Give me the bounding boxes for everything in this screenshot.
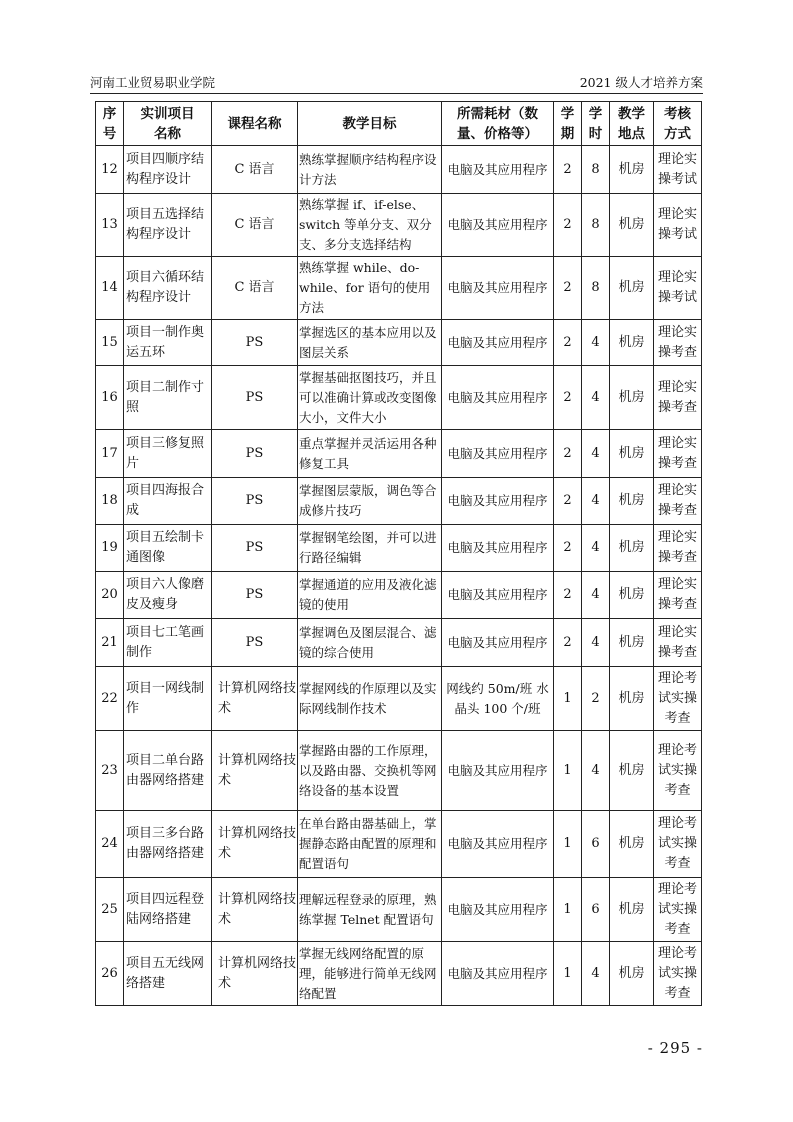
cell-hours: 4 <box>582 572 610 619</box>
cell-place: 机房 <box>610 942 654 1006</box>
cell-project: 项目六人像磨皮及瘦身 <box>124 572 212 619</box>
cell-exam: 理论考试实操考查 <box>654 731 702 811</box>
cell-project: 项目七工笔画制作 <box>124 619 212 667</box>
cell-exam: 理论考试实操考查 <box>654 942 702 1006</box>
col-header-exam: 考核方式 <box>654 102 702 146</box>
cell-course: C 语言 <box>212 146 298 194</box>
cell-materials: 电脑及其应用程序 <box>442 525 554 572</box>
page-header <box>90 73 703 93</box>
cell-no: 13 <box>96 194 124 257</box>
cell-project: 项目三修复照片 <box>124 430 212 478</box>
cell-term: 2 <box>554 525 582 572</box>
cell-no: 25 <box>96 878 124 942</box>
cell-materials: 电脑及其应用程序 <box>442 478 554 525</box>
cell-hours: 4 <box>582 366 610 430</box>
cell-hours: 8 <box>582 257 610 320</box>
cell-no: 12 <box>96 146 124 194</box>
col-header-term: 学期 <box>554 102 582 146</box>
cell-term: 1 <box>554 667 582 731</box>
cell-place: 机房 <box>610 430 654 478</box>
cell-hours: 4 <box>582 619 610 667</box>
cell-goal: 掌握选区的基本应用以及图层关系 <box>298 320 442 366</box>
cell-no: 23 <box>96 731 124 811</box>
cell-place: 机房 <box>610 320 654 366</box>
cell-materials: 电脑及其应用程序 <box>442 811 554 878</box>
cell-term: 1 <box>554 731 582 811</box>
cell-no: 14 <box>96 257 124 320</box>
cell-goal: 在单台路由器基础上，掌握静态路由配置的原理和配置语句 <box>298 811 442 878</box>
table-row <box>96 525 702 572</box>
col-header-project: 实训项目名称 <box>124 102 212 146</box>
cell-term: 2 <box>554 257 582 320</box>
cell-hours: 4 <box>582 430 610 478</box>
cell-course: C 语言 <box>212 257 298 320</box>
cell-materials: 电脑及其应用程序 <box>442 194 554 257</box>
cell-term: 2 <box>554 430 582 478</box>
table-row <box>96 194 702 257</box>
cell-goal: 熟练掌握顺序结构程序设计方法 <box>298 146 442 194</box>
table-row <box>96 366 702 430</box>
col-header-goal: 教学目标 <box>298 102 442 146</box>
cell-no: 16 <box>96 366 124 430</box>
table-row <box>96 572 702 619</box>
table-header-row <box>96 102 702 146</box>
cell-exam: 理论实操考查 <box>654 525 702 572</box>
cell-exam: 理论实操考试 <box>654 146 702 194</box>
cell-term: 2 <box>554 572 582 619</box>
cell-term: 2 <box>554 320 582 366</box>
cell-goal: 熟练掌握 while、do-while、for 语句的使用方法 <box>298 257 442 320</box>
cell-goal: 掌握钢笔绘图，并可以进行路径编辑 <box>298 525 442 572</box>
cell-term: 1 <box>554 811 582 878</box>
table-row <box>96 811 702 878</box>
cell-hours: 4 <box>582 942 610 1006</box>
cell-course: PS <box>212 619 298 667</box>
cell-course: C 语言 <box>212 194 298 257</box>
cell-no: 26 <box>96 942 124 1006</box>
cell-exam: 理论考试实操考查 <box>654 878 702 942</box>
table-row <box>96 942 702 1006</box>
cell-course: PS <box>212 478 298 525</box>
cell-no: 18 <box>96 478 124 525</box>
cell-hours: 6 <box>582 811 610 878</box>
cell-materials: 电脑及其应用程序 <box>442 257 554 320</box>
cell-project: 项目二制作寸照 <box>124 366 212 430</box>
cell-place: 机房 <box>610 194 654 257</box>
cell-materials: 电脑及其应用程序 <box>442 320 554 366</box>
table-row <box>96 478 702 525</box>
cell-course: 计算机网络技术 <box>212 667 298 731</box>
cell-hours: 4 <box>582 731 610 811</box>
cell-exam: 理论实操考查 <box>654 320 702 366</box>
cell-goal: 掌握路由器的工作原理，以及路由器、交换机等网络设备的基本设置 <box>298 731 442 811</box>
cell-project: 项目四顺序结构程序设计 <box>124 146 212 194</box>
cell-course: 计算机网络技术 <box>212 878 298 942</box>
col-header-place: 教学地点 <box>610 102 654 146</box>
cell-place: 机房 <box>610 572 654 619</box>
cell-goal: 掌握无线网络配置的原理，能够进行简单无线网络配置 <box>298 942 442 1006</box>
cell-materials: 网线约 50m/班 水晶头 100 个/班 <box>442 667 554 731</box>
cell-course: PS <box>212 366 298 430</box>
cell-no: 19 <box>96 525 124 572</box>
cell-goal: 掌握通道的应用及液化滤镜的使用 <box>298 572 442 619</box>
cell-course: 计算机网络技术 <box>212 942 298 1006</box>
cell-materials: 电脑及其应用程序 <box>442 731 554 811</box>
cell-course: PS <box>212 525 298 572</box>
cell-materials: 电脑及其应用程序 <box>442 430 554 478</box>
cell-project: 项目一制作奥运五环 <box>124 320 212 366</box>
cell-project: 项目五绘制卡通图像 <box>124 525 212 572</box>
cell-course: 计算机网络技术 <box>212 811 298 878</box>
header-institution: 河南工业贸易职业学院 <box>90 75 216 90</box>
cell-term: 2 <box>554 194 582 257</box>
page-number: - 295 - <box>647 1039 703 1057</box>
col-header-materials: 所需耗材（数量、价格等） <box>442 102 554 146</box>
col-header-hours: 学时 <box>582 102 610 146</box>
cell-term: 2 <box>554 478 582 525</box>
cell-goal: 熟练掌握 if、if-else、switch 等单分支、双分支、多分支选择结构 <box>298 194 442 257</box>
cell-project: 项目四远程登陆网络搭建 <box>124 878 212 942</box>
cell-project: 项目五无线网络搭建 <box>124 942 212 1006</box>
cell-goal: 重点掌握并灵活运用各种修复工具 <box>298 430 442 478</box>
cell-exam: 理论考试实操考查 <box>654 667 702 731</box>
cell-no: 15 <box>96 320 124 366</box>
training-projects-table <box>95 101 702 1006</box>
cell-no: 22 <box>96 667 124 731</box>
cell-place: 机房 <box>610 667 654 731</box>
cell-materials: 电脑及其应用程序 <box>442 572 554 619</box>
cell-exam: 理论实操考查 <box>654 478 702 525</box>
cell-materials: 电脑及其应用程序 <box>442 619 554 667</box>
cell-goal: 掌握基础抠图技巧，并且可以准确计算或改变图像大小，文件大小 <box>298 366 442 430</box>
table-row <box>96 146 702 194</box>
table-row <box>96 320 702 366</box>
cell-hours: 4 <box>582 320 610 366</box>
table-row <box>96 878 702 942</box>
cell-term: 2 <box>554 366 582 430</box>
col-header-no: 序号 <box>96 102 124 146</box>
cell-exam: 理论实操考查 <box>654 619 702 667</box>
cell-exam: 理论考试实操考查 <box>654 811 702 878</box>
cell-place: 机房 <box>610 731 654 811</box>
cell-hours: 2 <box>582 667 610 731</box>
cell-project: 项目四海报合成 <box>124 478 212 525</box>
cell-exam: 理论实操考查 <box>654 430 702 478</box>
table-row <box>96 667 702 731</box>
table-row <box>96 731 702 811</box>
cell-place: 机房 <box>610 811 654 878</box>
cell-no: 21 <box>96 619 124 667</box>
cell-course: 计算机网络技术 <box>212 731 298 811</box>
table-row <box>96 257 702 320</box>
cell-hours: 8 <box>582 146 610 194</box>
cell-goal: 掌握图层蒙版，调色等合成修片技巧 <box>298 478 442 525</box>
cell-course: PS <box>212 430 298 478</box>
cell-place: 机房 <box>610 878 654 942</box>
cell-place: 机房 <box>610 146 654 194</box>
cell-term: 2 <box>554 146 582 194</box>
header-doc-title: 2021 级人才培养方案 <box>579 75 703 90</box>
cell-materials: 电脑及其应用程序 <box>442 146 554 194</box>
col-header-course: 课程名称 <box>212 102 298 146</box>
header-divider <box>90 93 703 94</box>
cell-no: 17 <box>96 430 124 478</box>
cell-hours: 8 <box>582 194 610 257</box>
cell-term: 1 <box>554 878 582 942</box>
cell-term: 2 <box>554 619 582 667</box>
cell-place: 机房 <box>610 257 654 320</box>
table-row <box>96 430 702 478</box>
cell-goal: 掌握调色及图层混合、滤镜的综合使用 <box>298 619 442 667</box>
cell-project: 项目五选择结构程序设计 <box>124 194 212 257</box>
cell-materials: 电脑及其应用程序 <box>442 878 554 942</box>
cell-materials: 电脑及其应用程序 <box>442 942 554 1006</box>
cell-exam: 理论实操考查 <box>654 366 702 430</box>
cell-hours: 6 <box>582 878 610 942</box>
cell-exam: 理论实操考试 <box>654 194 702 257</box>
cell-place: 机房 <box>610 478 654 525</box>
cell-place: 机房 <box>610 619 654 667</box>
cell-project: 项目三多台路由器网络搭建 <box>124 811 212 878</box>
cell-place: 机房 <box>610 366 654 430</box>
table-row <box>96 619 702 667</box>
cell-goal: 掌握网线的作原理以及实际网线制作技术 <box>298 667 442 731</box>
cell-project: 项目六循环结构程序设计 <box>124 257 212 320</box>
cell-hours: 4 <box>582 478 610 525</box>
cell-no: 20 <box>96 572 124 619</box>
cell-hours: 4 <box>582 525 610 572</box>
cell-place: 机房 <box>610 525 654 572</box>
cell-goal: 理解远程登录的原理，熟练掌握 Telnet 配置语句 <box>298 878 442 942</box>
cell-course: PS <box>212 320 298 366</box>
cell-exam: 理论实操考查 <box>654 572 702 619</box>
cell-exam: 理论实操考试 <box>654 257 702 320</box>
cell-materials: 电脑及其应用程序 <box>442 366 554 430</box>
cell-project: 项目二单台路由器网络搭建 <box>124 731 212 811</box>
cell-no: 24 <box>96 811 124 878</box>
cell-project: 项目一网线制作 <box>124 667 212 731</box>
cell-course: PS <box>212 572 298 619</box>
cell-term: 1 <box>554 942 582 1006</box>
